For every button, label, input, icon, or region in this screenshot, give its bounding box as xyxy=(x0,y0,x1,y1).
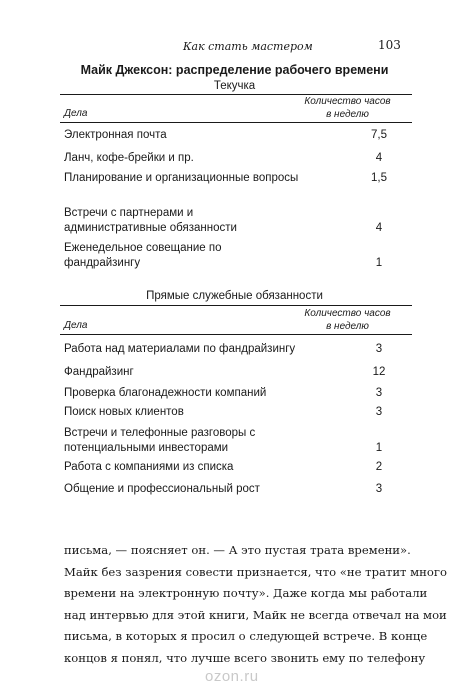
body-line: письма, в которых я просил о следующей встрече. В конце xyxy=(64,629,428,644)
table-row xyxy=(64,386,409,401)
table-row xyxy=(64,460,409,475)
table-rule-header xyxy=(60,334,412,335)
body-line: времени на электронную почту». Даже когда мы работали xyxy=(64,586,428,601)
hours-value: 4 xyxy=(375,152,383,164)
table-title: Майк Джексон: распределение рабочего времени xyxy=(80,63,389,77)
column-header-hours-line1: Количество часов xyxy=(304,308,391,319)
table-rule-header xyxy=(60,122,412,123)
hours-value: 1 xyxy=(375,442,383,454)
column-header-hours-line2: в неделю xyxy=(326,109,369,120)
watermark: ozon.ru xyxy=(205,668,259,685)
running-title: Как стать мастером xyxy=(183,40,313,53)
task-name: Общение и профессиональный рост xyxy=(64,483,260,495)
table-row xyxy=(64,426,409,456)
table-rule-top xyxy=(60,305,412,306)
table-row xyxy=(64,405,409,420)
hours-value: 3 xyxy=(375,483,383,495)
column-header-tasks: Дела xyxy=(64,108,88,119)
column-header-tasks: Дела xyxy=(64,320,88,331)
task-name: Работа над материалами по фандрайзингу xyxy=(64,343,296,355)
hours-value: 3 xyxy=(375,406,383,418)
page-number: 103 xyxy=(378,38,401,52)
task-name: Встречи с партнерами и административные обязанности xyxy=(64,207,237,234)
table-row xyxy=(64,128,409,143)
table-row xyxy=(64,241,409,271)
task-name: Проверка благонадежности компаний xyxy=(64,387,267,399)
column-header-hours-line1: Количество часов xyxy=(304,96,391,107)
task-name: Ланч, кофе-брейки и пр. xyxy=(64,152,194,164)
column-header-hours-line2: в неделю xyxy=(326,321,369,332)
hours-value: 1 xyxy=(375,257,383,269)
body-line: концов я понял, что лучше всего звонить ему по телефону xyxy=(64,650,426,665)
table-row xyxy=(64,171,409,186)
hours-value: 3 xyxy=(375,387,383,399)
body-paragraph xyxy=(64,540,447,670)
hours-value: 4 xyxy=(375,222,383,234)
body-line: над интервью для этой книги, Майк не всегда отвечал на мои xyxy=(64,607,447,622)
task-name: Электронная почта xyxy=(64,129,167,141)
hours-value: 2 xyxy=(375,461,383,473)
column-header-hours xyxy=(290,95,405,121)
hours-value: 12 xyxy=(372,366,386,378)
task-name: Встречи и телефонные разговоры с потенциальными инвесторами xyxy=(64,427,256,454)
task-name: Фандрайзинг xyxy=(64,366,134,378)
hours-value: 7,5 xyxy=(371,129,387,141)
column-header-hours xyxy=(290,307,405,333)
hours-value: 3 xyxy=(375,343,383,355)
table-row xyxy=(64,482,409,497)
task-name: Планирование и организационные вопросы xyxy=(64,172,299,184)
table-row xyxy=(64,206,409,236)
task-name: Поиск новых клиентов xyxy=(64,406,184,418)
task-name: Работа с компаниями из списка xyxy=(64,461,234,473)
body-line: письма, — поясняет он. — А это пустая трата времени». xyxy=(64,543,411,557)
task-name: Еженедельное совещание по фандрайзингу xyxy=(64,242,222,269)
table-row xyxy=(64,342,409,357)
hours-value: 1,5 xyxy=(371,172,387,184)
section-caption-core-duties: Прямые служебные обязанности xyxy=(146,290,323,302)
table-row xyxy=(64,365,409,380)
table-row xyxy=(64,151,409,166)
body-line: Майк без зазрения совести признается, что «не тратит много xyxy=(64,564,447,579)
section-caption-routine: Текучка xyxy=(213,80,256,92)
